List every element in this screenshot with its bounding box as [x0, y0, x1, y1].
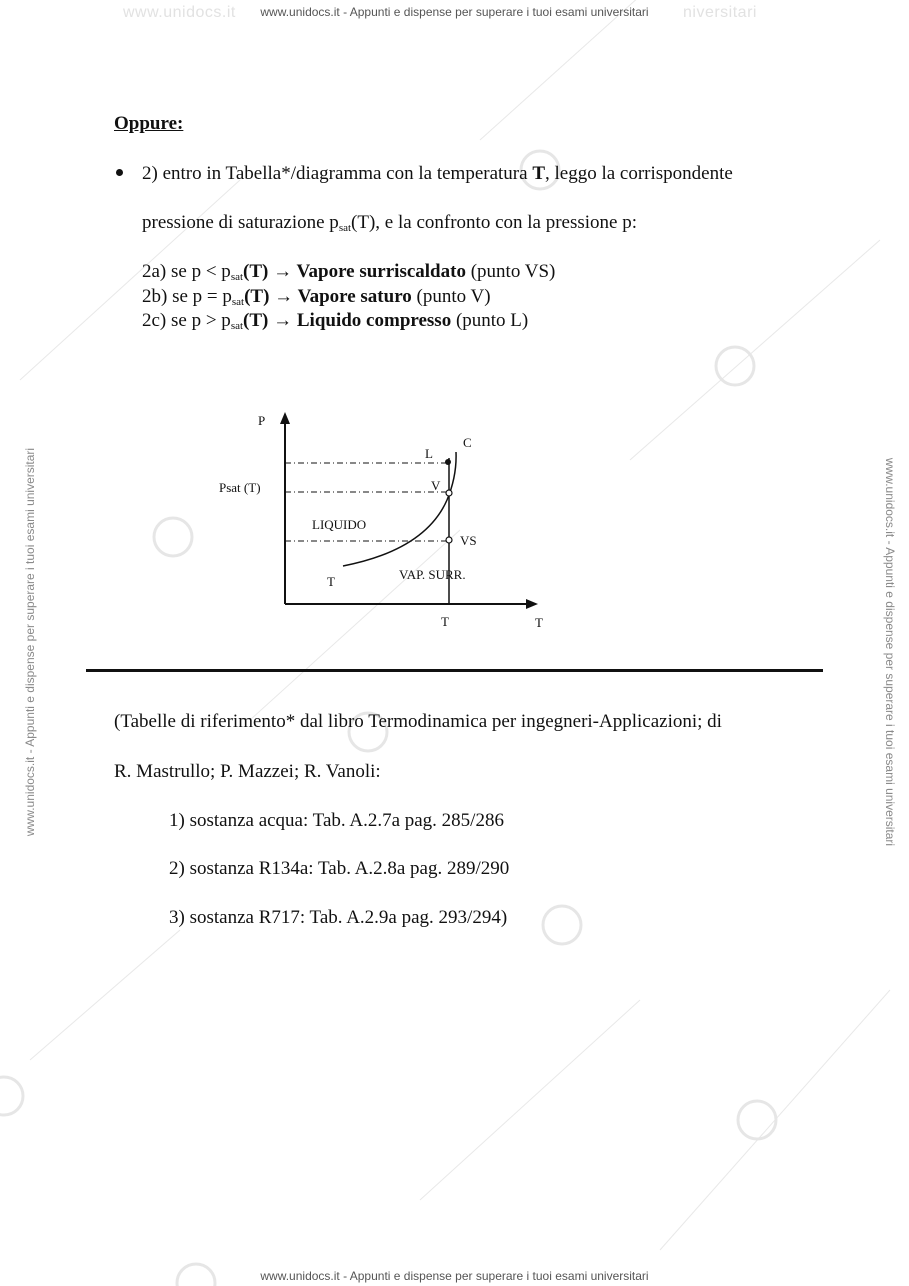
- section-divider: [86, 669, 823, 672]
- reference-item: 3) sostanza R717: Tab. A.2.9a pag. 293/294): [169, 907, 508, 928]
- curve-t-label: T: [327, 574, 335, 589]
- region-vapor-label: VAP. SURR.: [399, 567, 466, 582]
- point-v-marker: [446, 490, 452, 496]
- step2-line2: pressione di saturazione $p_{sat}(T)$, e la confronto con la pressione p:: [142, 212, 638, 234]
- watermark-side-left: www.unidocs.it - Appunti e dispense per superare i tuoi esami universitari: [23, 447, 37, 837]
- case-2a: 2a) se $p < p_{sat}(T)$ → Vapore surriscaldato (punto VS): [142, 261, 556, 283]
- y-axis-arrow-icon: [280, 412, 290, 424]
- y-axis-label: P: [258, 413, 266, 428]
- watermark-ghost-left: www.unidocs.it: [123, 4, 236, 21]
- reference-line1: (Tabelle di riferimento* dal libro Termodinamica per ingegneri-Applicazioni; di: [114, 711, 722, 732]
- watermark-footer: www.unidocs.it - Appunti e dispense per superare i tuoi esami universitari: [260, 1269, 649, 1283]
- saturation-curve: [343, 452, 456, 566]
- region-liquid-label: LIQUIDO: [312, 517, 367, 532]
- x-tick-label: T: [441, 614, 449, 629]
- reference-item: 1) sostanza acqua: Tab. A.2.7a pag. 285/286: [169, 810, 504, 831]
- watermark-side-right: www.unidocs.it - Appunti e dispense per superare i tuoi esami universitari: [883, 457, 897, 847]
- reference-item: 2) sostanza R134a: Tab. A.2.8a pag. 289/290: [169, 858, 510, 879]
- case-2c: 2c) se $p > p_{sat}(T)$ → Liquido compresso (punto L): [142, 310, 529, 332]
- x-axis-arrow-icon: [526, 599, 538, 609]
- case-2b: 2b) se $p = p_{sat}(T)$ → Vapore saturo (punto V): [142, 286, 491, 308]
- x-axis-label: T: [535, 615, 543, 630]
- section-heading: Oppure:: [114, 113, 184, 134]
- point-v-label: V: [431, 478, 441, 493]
- bullet-icon: [116, 169, 123, 176]
- reference-line2: R. Mastrullo; P. Mazzei; R. Vanoli:: [114, 761, 381, 782]
- critical-point-label: C: [463, 435, 472, 450]
- step2-line1: 2) entro in Tabella*/diagramma con la temperatura T, leggo la corrispondente: [142, 163, 733, 184]
- pt-diagram: [200, 400, 560, 640]
- point-l-marker: [445, 459, 451, 465]
- watermark-ghost-right: niversitari: [683, 4, 757, 21]
- point-l-label: L: [425, 446, 433, 461]
- point-vs-marker: [446, 537, 452, 543]
- watermark-header: www.unidocs.it - Appunti e dispense per superare i tuoi esami universitari: [260, 5, 649, 19]
- point-vs-label: VS: [460, 533, 477, 548]
- psat-label: Psat (T): [219, 480, 261, 495]
